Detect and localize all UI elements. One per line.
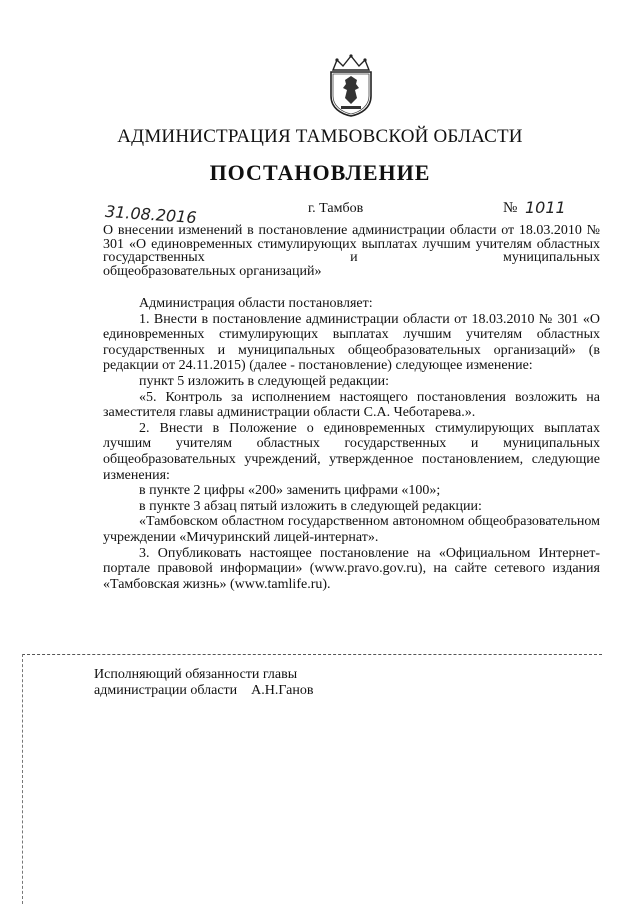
body-paragraph: в пункте 2 цифры «200» заменить цифрами «100»;: [139, 483, 441, 499]
subject-line: общеобразовательных организаций»: [103, 263, 322, 279]
body-paragraph: 2. Внести в Положение о единовременных стимулирующих выплатах лучшим учителям областных государственных и муниципальных общеобразовательных учреждений, утвержденное постановлением, следующие изменения:: [103, 420, 600, 483]
body-paragraph: 3. Опубликовать настоящее постановление на «Официальном Интернет-портале правовой информации» (www.pravo.gov.ru), на сайте сетевого издания «Тамбовская жизнь» (www.tamlife.ru).: [103, 545, 600, 592]
organization-title: АДМИНИСТРАЦИЯ ТАМБОВСКОЙ ОБЛАСТИ: [117, 126, 523, 147]
city: г. Тамбов: [308, 201, 364, 216]
number-sign: №: [503, 200, 518, 216]
body-paragraph: «Тамбовском областном государственном автономном общеобразовательном учреждении «Мичуринский лицей-интернат».: [103, 514, 600, 545]
handwritten-date: 31.08.2016: [104, 201, 198, 228]
body-paragraph: 1. Внести в постановление администрации области от 18.03.2010 № 301 «О единовременных стимулирующих выплатах лучшим учителям областных государственных и муниципальных общеобразовательных организаций» (в редакции от 24.11.2015) (далее - постановление) следующее изменение:: [103, 311, 600, 374]
body-paragraph: «5. Контроль за исполнением настоящего постановления возложить на заместителя главы администрации области С.А. Чеботарева.».: [103, 389, 600, 421]
scan-divider-horizontal: [22, 654, 602, 655]
signature-block: [94, 667, 313, 699]
body-paragraph: в пункте 3 абзац пятый изложить в следующей редакции:: [139, 498, 482, 514]
body-paragraph: Администрация области постановляет:: [139, 296, 373, 311]
signature-title-line2: [94, 683, 313, 699]
document-type: ПОСТАНОВЛЕНИЕ: [209, 160, 431, 185]
scan-divider-vertical: [22, 654, 23, 904]
document-subject: [103, 224, 600, 278]
body-paragraph: пункт 5 изложить в следующей редакции:: [139, 373, 389, 389]
subject-line: О внесении изменений в постановление администрации области от: [103, 223, 515, 238]
signature-title-line2-text: администрации области: [94, 683, 238, 698]
coat-of-arms-emblem: [323, 52, 379, 118]
handwritten-number: 1011: [525, 198, 566, 217]
document-body: [103, 296, 600, 592]
subject-line: учителям областных государственных и муниципальных: [103, 236, 600, 265]
subject-line: 18.03.2010 № 301 «О единовременных стимулирующих выплатах лучшим: [103, 223, 601, 252]
signatory-name: А.Н.Ганов: [251, 683, 314, 698]
signature-title-line1: Исполняющий обязанности главы: [94, 667, 298, 682]
